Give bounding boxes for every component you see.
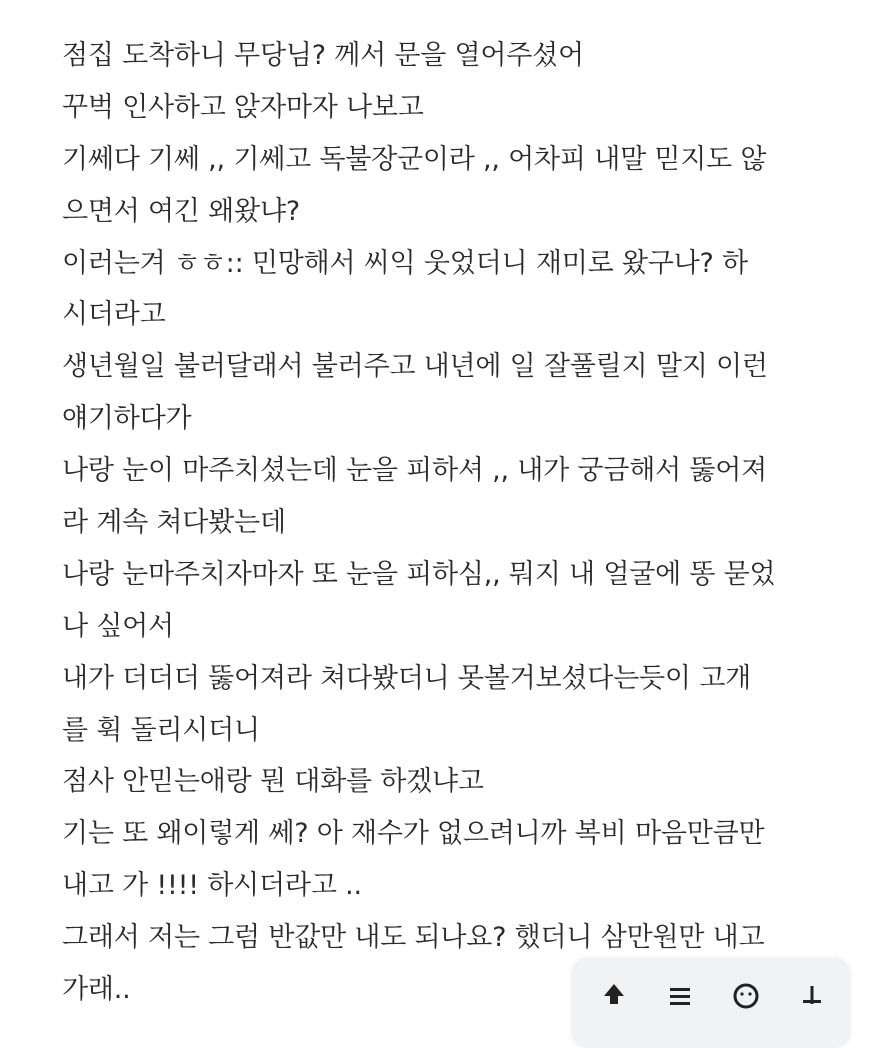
post-text-line: 얘기하다가 (62, 403, 192, 435)
post-text-line: 꾸벅 인사하고 앉자마자 나보고 (62, 91, 424, 123)
list-button[interactable] (660, 974, 700, 1014)
scroll-top-button[interactable] (594, 974, 634, 1014)
list-icon (660, 974, 700, 1014)
post-text-line: 점사 안믿는애랑 뭔 대화를 하겠냐고 (62, 766, 484, 798)
post-text-line: 생년월일 불러달래서 불러주고 내년에 일 잘풀릴지 말지 이런 (62, 351, 768, 383)
post-text-line: 그래서 저는 그럼 반값만 내도 되나요? 했더니 삼만원만 내고 (62, 922, 765, 954)
post-text-line: 나랑 눈마주치자마자 또 눈을 피하심,, 뭐지 내 얼굴에 똥 묻었 (62, 558, 776, 590)
post-body (62, 30, 862, 1016)
post-text-line: 내가 더더더 뚫어져라 쳐다봤더니 못볼거보셨다는듯이 고개 (62, 662, 751, 694)
post-text-line: 내고 가 !!!! 하시더라고 .. (62, 870, 362, 902)
post-text-line: 라 계속 쳐다봤는데 (62, 507, 286, 539)
post-text-line: 이러는겨 ㅎㅎ:: 민망해서 씨익 웃었더니 재미로 왔구나? 하 (62, 247, 748, 279)
more-button[interactable] (792, 974, 832, 1014)
emoji-button[interactable] (726, 974, 766, 1014)
post-text-line: 가래.. (62, 974, 131, 1006)
more-icon (792, 974, 832, 1014)
post-text-line: 나랑 눈이 마주치셨는데 눈을 피하셔 ,, 내가 궁금해서 뚫어져 (62, 455, 767, 487)
post-text-line: 으면서 여긴 왜왔냐? (62, 195, 300, 227)
post-text-line: 를 휙 돌리시더니 (62, 714, 260, 746)
emoji-icon (726, 974, 766, 1014)
floating-toolbar (572, 958, 850, 1048)
post-text-line: 기는 또 왜이렇게 쎄? 아 재수가 없으려니까 복비 마음만큼만 (62, 818, 765, 850)
post-text-line: 기쎄다 기쎄 ,, 기쎄고 독불장군이라 ,, 어차피 내말 믿지도 않 (62, 143, 767, 175)
post-text-line: 점집 도착하니 무당님? 께서 문을 열어주셨어 (62, 40, 584, 71)
post-text-line: 시더라고 (62, 299, 166, 331)
arrow-up-icon (594, 974, 634, 1014)
post-text-line: 나 싶어서 (62, 610, 174, 642)
